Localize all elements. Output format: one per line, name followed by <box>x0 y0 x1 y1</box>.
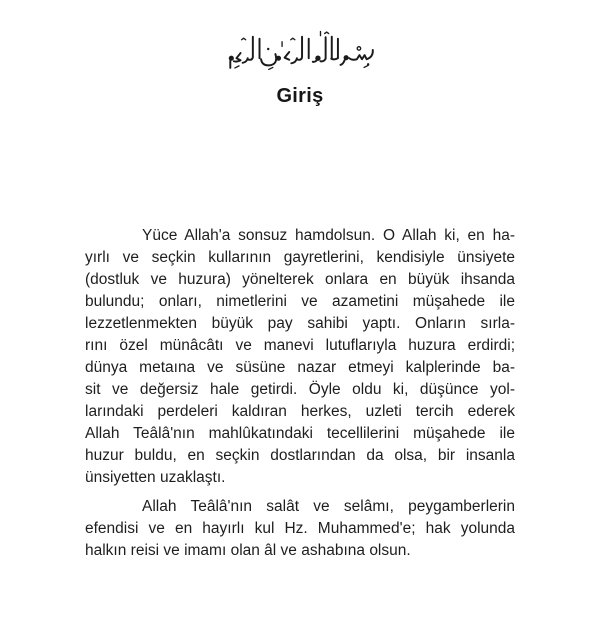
text-line: yırlı ve seçkin kullarının gayretlerini, kendisiyle ünsiyete <box>85 249 515 266</box>
book-page <box>0 30 600 630</box>
paragraph <box>85 496 515 562</box>
text-line: Allah Teâlâ'nın salât ve selâmı, peygamberlerin <box>142 498 515 515</box>
text-line: rını özel münâcâtı ve manevi lutuflarıyla huzura erdirdi; <box>85 337 515 354</box>
bismillah-calligraphy <box>225 30 375 71</box>
bismillah-calligraphy-icon <box>225 30 375 71</box>
text-line: bulundu; onları, nimetlerini ve azametini müşahede ile <box>85 293 515 310</box>
paragraph <box>85 225 515 489</box>
body-text <box>85 225 515 562</box>
text-line: lezzetlenmekten büyük pay sahibi yaptı. Onların sırla- <box>85 315 515 332</box>
text-line: Allah Teâlâ'nın mahlûkatındaki tecellilerini müşahede ile <box>85 425 515 442</box>
text-line: efendisi ve en hayırlı kul Hz. Muhammed'e; hak yolunda <box>85 520 515 537</box>
text-line: halkın reisi ve imamı olan âl ve ashabına olsun. <box>85 542 411 559</box>
chapter-heading: Giriş <box>276 85 324 107</box>
text-line: huzur buldu, en seçkin dostlarından da olsa, bir insanla <box>85 447 515 464</box>
text-line: sit ve değersiz hale getirdi. Öyle oldu ki, düşünce yol- <box>85 381 515 398</box>
text-line: Yüce Allah'a sonsuz hamdolsun. O Allah ki, en ha- <box>142 227 515 244</box>
text-line: dünya metaına ve süsüne nazar etmeyi kalplerinde ba- <box>85 359 515 376</box>
text-line: larındaki perdeleri kaldıran herkes, uzleti tercih ederek <box>85 403 515 420</box>
text-line: (dostluk ve huzura) yönelterek onlara en büyük ihsanda <box>85 271 515 288</box>
text-line: ünsiyetten uzaklaştı. <box>85 469 226 486</box>
